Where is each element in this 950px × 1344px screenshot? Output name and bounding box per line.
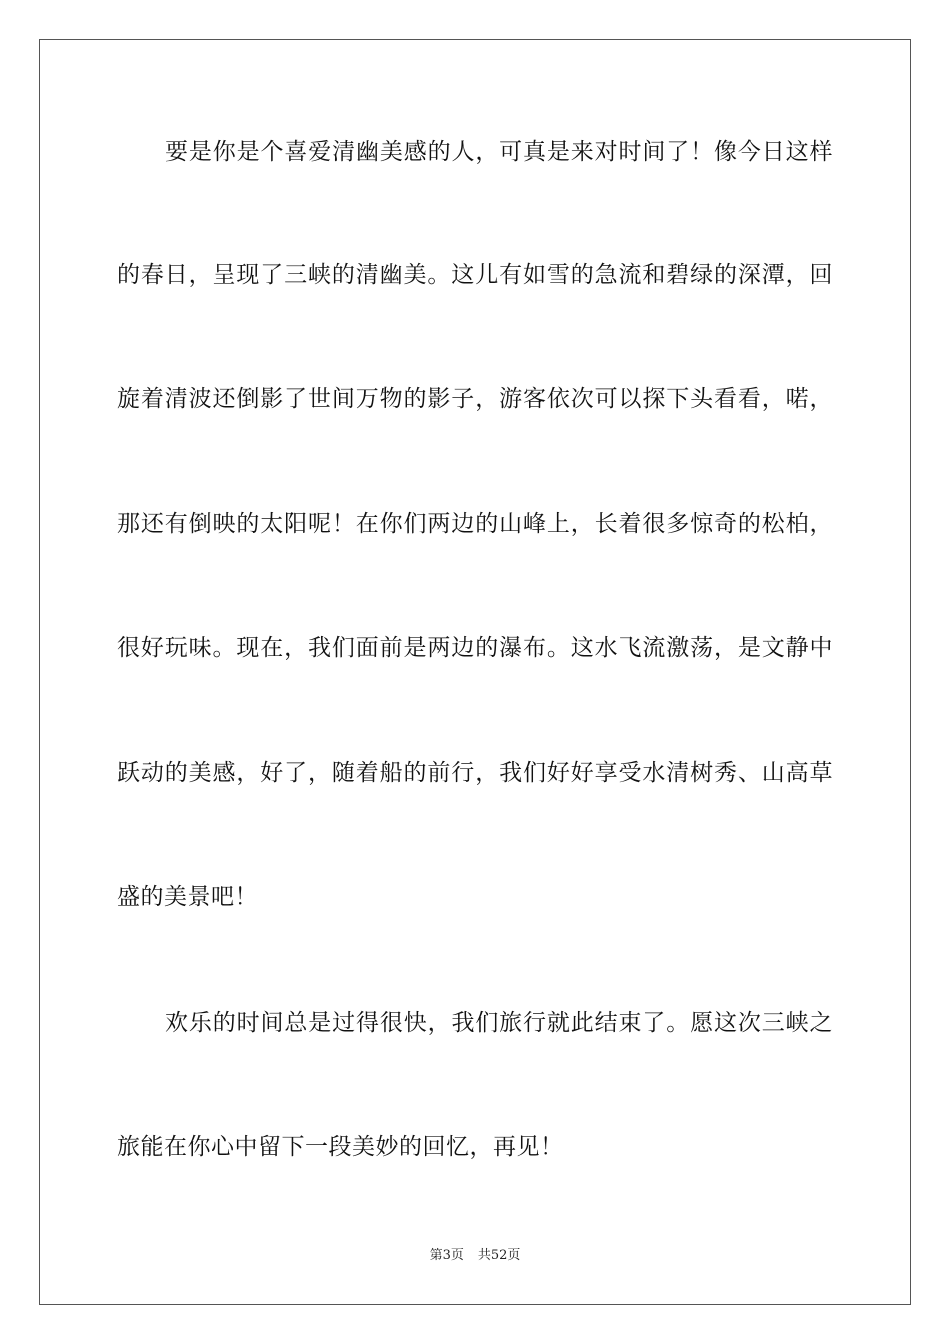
total-pages: 共52页 — [477, 1248, 521, 1263]
page-footer — [0, 1247, 950, 1265]
paragraph-2-line-2: 旅能在你心中留下一段美妙的回忆，再见！ — [117, 1134, 564, 1160]
paragraph-1-line-1: 要是你是个喜爱清幽美感的人，可真是来对时间了！像今日这样 — [165, 139, 833, 165]
paragraph-1-line-5: 很好玩味。现在，我们面前是两边的瀑布。这水飞流激荡，是文静中 — [117, 635, 833, 661]
paragraph-1-line-6: 跃动的美感，好了，随着船的前行，我们好好享受水清树秀、山高草 — [117, 760, 833, 786]
page-border — [39, 39, 911, 1305]
page-number: 第3页 — [429, 1248, 464, 1263]
paragraph-1-line-4: 那还有倒映的太阳呢！在你们两边的山峰上，长着很多惊奇的松柏， — [117, 511, 833, 537]
paragraph-1-line-7: 盛的美景吧！ — [117, 884, 258, 910]
paragraph-1-line-2: 的春日，呈现了三峡的清幽美。这儿有如雪的急流和碧绿的深潭，回 — [117, 262, 833, 288]
paragraph-2-line-1: 欢乐的时间总是过得很快，我们旅行就此结束了。愿这次三峡之 — [165, 1010, 833, 1036]
paragraph-1-line-3: 旋着清波还倒影了世间万物的影子，游客依次可以探下头看看，喏， — [117, 386, 833, 412]
